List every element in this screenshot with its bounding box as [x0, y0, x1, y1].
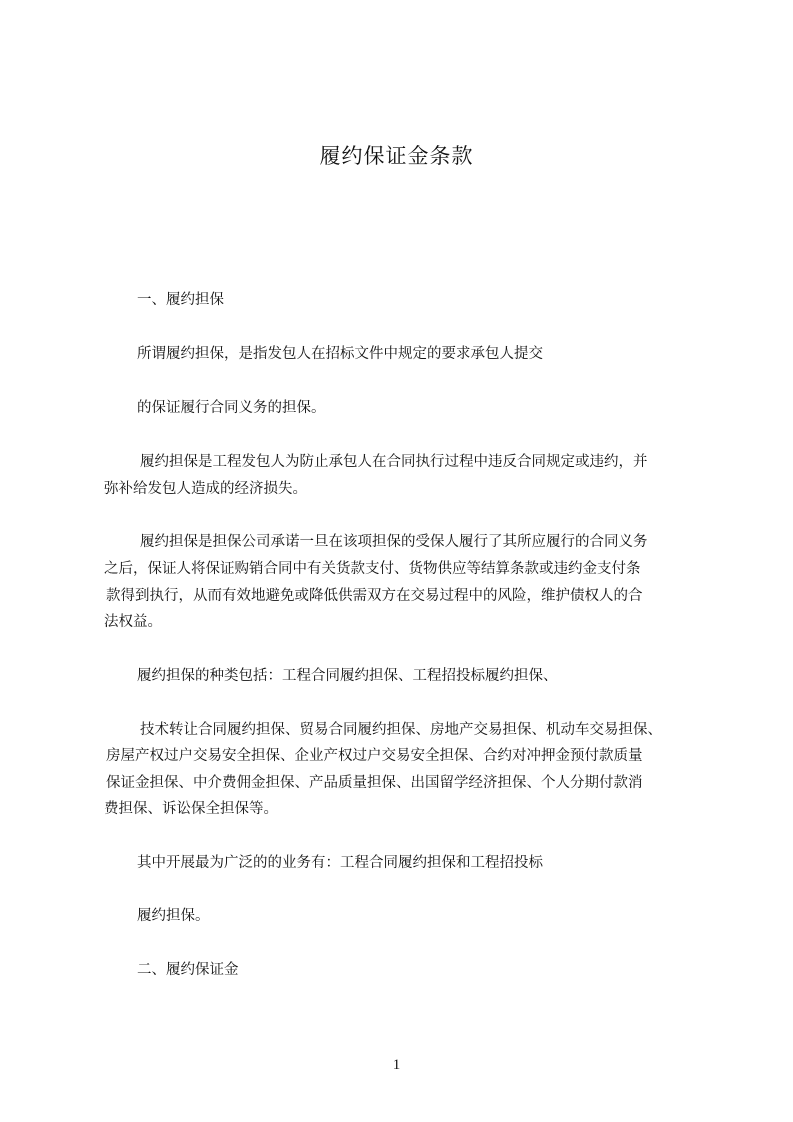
paragraph-8: 履约担保。: [137, 908, 210, 924]
section-heading-1: 一、履约担保: [137, 292, 224, 308]
paragraph-6-line-4: 费担保、诉讼保全担保等。: [104, 801, 278, 817]
paragraph-3-line-1: 履约担保是工程发包人为防止承包人在合同执行过程中违反合同规定或违约，并: [140, 454, 648, 470]
paragraph-4-line-3: 款得到执行，从而有效地避免或降低供需双方在交易过程中的风险，维护债权人的合: [106, 588, 643, 604]
paragraph-5: 履约担保的种类包括：工程合同履约担保、工程招投标履约担保、: [137, 668, 558, 684]
paragraph-6-line-1: 技术转让合同履约担保、贸易合同履约担保、房地产交易担保、机动车交易担保、: [140, 722, 662, 738]
paragraph-6-line-2: 房屋产权过户交易安全担保、企业产权过户交易安全担保、合约对冲押金预付款质量: [106, 748, 643, 764]
paragraph-1: 所谓履约担保，是指发包人在招标文件中规定的要求承包人提交: [137, 346, 543, 362]
page-number: 1: [392, 1057, 401, 1073]
section-heading-2: 二、履约保证金: [137, 962, 239, 978]
paragraph-7: 其中开展最为广泛的的业务有：工程合同履约担保和工程招投标: [137, 855, 543, 871]
document-title: 履约保证金条款: [319, 144, 474, 168]
paragraph-2: 的保证履行合同义务的担保。: [137, 400, 326, 416]
paragraph-4-line-4: 法权益。: [104, 614, 162, 630]
paragraph-4-line-1: 履约担保是担保公司承诺一旦在该项担保的受保人履行了其所应履行的合同义务: [140, 534, 648, 550]
paragraph-6-line-3: 保证金担保、中介费佣金担保、产品质量担保、出国留学经济担保、个人分期付款消: [106, 775, 643, 791]
paragraph-4-line-2: 之后，保证人将保证购销合同中有关货款支付、货物供应等结算条款或违约金支付条: [104, 561, 641, 577]
paragraph-3-line-2: 弥补给发包人造成的经济损失。: [104, 481, 307, 497]
